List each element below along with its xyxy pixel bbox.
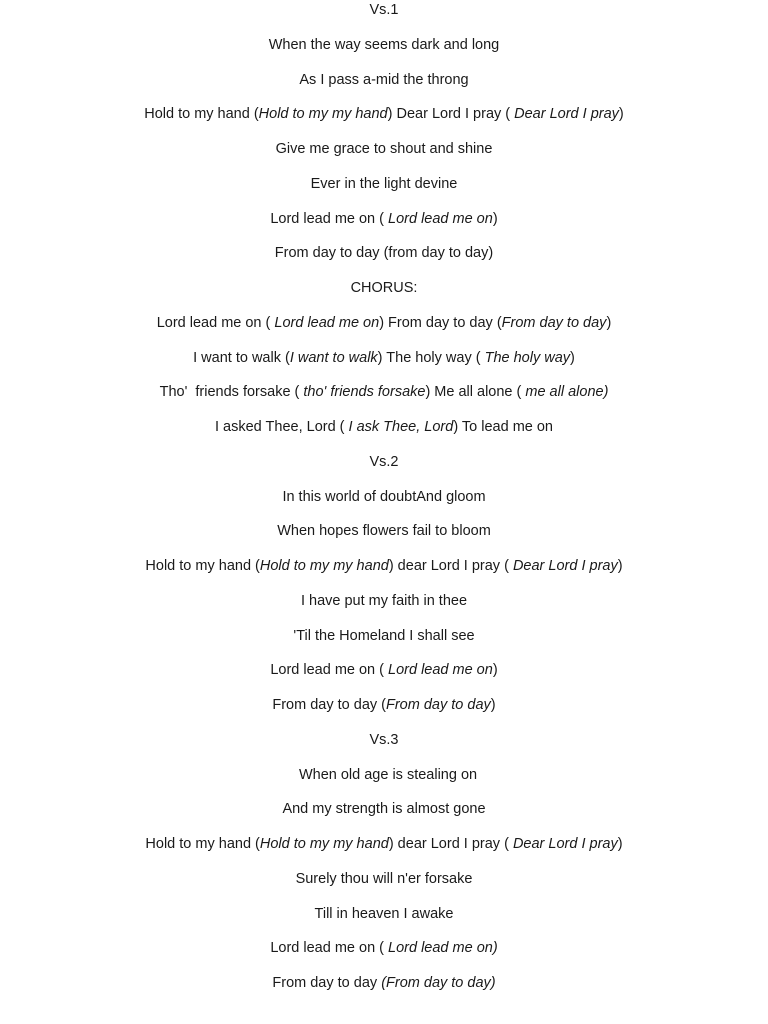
lyric-line xyxy=(0,104,768,124)
lyric-text: From day to day xyxy=(272,975,382,991)
echo-text: Hold to my my hand xyxy=(259,836,389,852)
lyric-text: ) dear Lord I pray ( xyxy=(388,558,513,574)
lyric-text: Surely thou will n'er forsake xyxy=(295,870,473,887)
echo-text: Lord lead me on xyxy=(388,210,493,227)
echo-text: (From day to day) xyxy=(381,975,496,991)
lyric-text: Hold to my hand ( xyxy=(145,558,260,574)
lyric-text: CHORUS: xyxy=(350,280,418,296)
echo-text: Lord lead me on xyxy=(388,662,493,679)
lyric-line xyxy=(0,626,768,646)
lyric-text: Vs.1 xyxy=(369,2,399,18)
lyric-text: ) xyxy=(617,558,623,574)
lyric-text: Ever in the light devine xyxy=(310,175,458,192)
lyric-text: As I pass a-mid the throng xyxy=(299,71,469,88)
section-heading xyxy=(0,278,768,298)
echo-text: I want to walk xyxy=(289,349,378,366)
lyric-text: Lord lead me on ( xyxy=(270,662,389,679)
lyric-text: In this world of doubtAnd gloom xyxy=(282,488,486,505)
lyric-text: Lord lead me on ( xyxy=(270,210,389,227)
lyric-text: ) xyxy=(606,314,612,331)
lyric-line xyxy=(0,904,768,924)
echo-text: From day to day xyxy=(501,314,607,331)
lyric-text: ) To lead me on xyxy=(453,419,553,435)
lyric-text: 'Til the Homeland I shall see xyxy=(293,627,475,644)
lyric-line xyxy=(0,834,768,854)
lyric-line xyxy=(0,695,768,715)
lyric-line xyxy=(0,521,768,541)
lyric-line xyxy=(0,869,768,889)
lyric-text: ) From day to day ( xyxy=(379,314,502,331)
echo-text: Dear Lord I pray xyxy=(514,106,619,123)
echo-text: Hold to my my hand xyxy=(259,558,389,574)
lyric-text: Vs.2 xyxy=(369,453,399,470)
lyric-line xyxy=(0,591,768,611)
lyric-text: And my strength is almost gone xyxy=(282,801,486,818)
echo-text: Lord lead me on) xyxy=(388,940,498,957)
lyric-line xyxy=(0,765,768,785)
lyric-text: When the way seems dark and long xyxy=(268,36,500,53)
lyric-line xyxy=(0,799,768,819)
lyric-text: When old age is stealing on xyxy=(290,766,478,783)
lyric-text: ) Dear Lord I pray ( xyxy=(387,106,515,123)
lyric-text: I have put my faith in thee xyxy=(300,592,468,609)
echo-text: I ask Thee, Lord xyxy=(348,419,454,435)
lyric-line xyxy=(0,174,768,194)
lyric-text: ) xyxy=(490,697,496,713)
lyric-line xyxy=(0,660,768,680)
lyric-line xyxy=(0,139,768,159)
lyric-text: Give me grace to shout and shine xyxy=(275,141,493,157)
echo-text: Dear Lord I pray xyxy=(512,558,618,574)
lyric-line xyxy=(0,417,768,437)
lyric-text: Till in heaven I awake xyxy=(314,905,454,922)
lyric-text: ) Me all alone ( xyxy=(425,384,526,401)
lyric-line xyxy=(0,973,768,993)
lyric-text: Hold to my hand ( xyxy=(144,106,259,123)
echo-text: Lord lead me on xyxy=(274,314,380,331)
lyric-line xyxy=(0,35,768,55)
lyric-text: I asked Thee, Lord ( xyxy=(215,419,349,435)
lyric-line xyxy=(0,556,768,576)
lyric-line xyxy=(0,243,768,263)
lyric-line xyxy=(0,209,768,229)
lyric-line xyxy=(0,938,768,958)
echo-text: Dear Lord I pray xyxy=(512,836,618,852)
lyric-text: Lord lead me on ( xyxy=(156,314,275,331)
echo-text: Hold to my my hand xyxy=(258,106,388,123)
lyric-line xyxy=(0,70,768,90)
echo-text: tho' friends forsake xyxy=(303,384,426,401)
lyric-line xyxy=(0,313,768,333)
lyric-line xyxy=(0,487,768,507)
echo-text: me all alone) xyxy=(525,384,609,401)
section-heading xyxy=(0,730,768,750)
lyric-text: ) xyxy=(492,662,498,679)
lyric-text: ) xyxy=(492,210,498,227)
section-heading xyxy=(0,452,768,472)
lyric-line xyxy=(0,348,768,368)
lyric-text: ) xyxy=(617,836,623,852)
lyric-text: From day to day ( xyxy=(272,697,386,713)
section-heading xyxy=(0,0,768,20)
lyric-text: Vs.3 xyxy=(369,731,399,748)
lyric-text: I want to walk ( xyxy=(193,349,290,366)
lyric-text: From day to day (from day to day) xyxy=(274,245,494,262)
echo-text: From day to day xyxy=(386,697,491,713)
lyric-text: Tho' friends forsake ( xyxy=(159,384,304,401)
echo-text: The holy way xyxy=(484,349,571,366)
lyric-text: Hold to my hand ( xyxy=(145,836,260,852)
lyric-text: Lord lead me on ( xyxy=(270,940,389,957)
lyric-text: ) xyxy=(618,106,624,123)
lyric-text: ) dear Lord I pray ( xyxy=(388,836,513,852)
lyric-text: When hopes flowers fail to bloom xyxy=(277,523,491,540)
lyric-text: ) xyxy=(570,349,575,366)
lyric-line xyxy=(0,382,768,402)
lyric-text: ) The holy way ( xyxy=(377,349,485,366)
